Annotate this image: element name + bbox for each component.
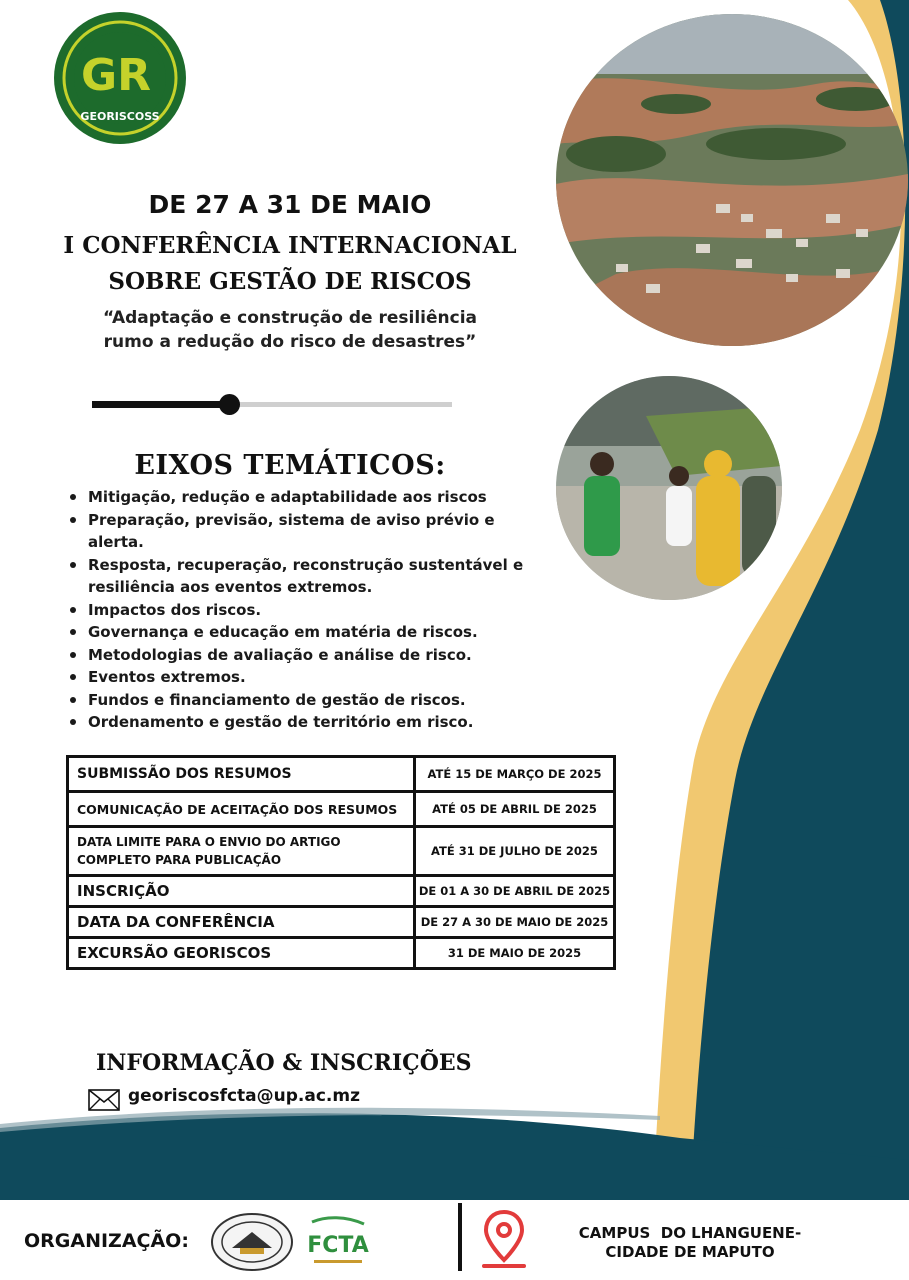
conference-title-line1: I CONFERÊNCIA INTERNACIONAL xyxy=(63,232,517,259)
eixos-title: EIXOS TEMÁTICOS: xyxy=(134,450,446,481)
eixos-list xyxy=(64,486,534,734)
eixos-item: Resposta, recuperação, reconstrução sustentável e resiliência aos eventos extremos. xyxy=(64,554,534,599)
deadline-date: DE 27 A 30 DE MAIO DE 2025 xyxy=(415,907,615,938)
logo-monogram: GR xyxy=(81,50,151,101)
eixos-item: Impactos dos riscos. xyxy=(64,599,534,622)
eixos-item: Ordenamento e gestão de território em risco. xyxy=(64,711,534,734)
eixos-item: Mitigação, redução e adaptabilidade aos riscos xyxy=(64,486,534,509)
deadline-date: DE 01 A 30 DE ABRIL DE 2025 xyxy=(415,876,615,907)
conference-subtitle-line2: rumo a redução do risco de desastres” xyxy=(103,332,477,352)
table-row xyxy=(68,792,615,827)
organization-label: ORGANIZAÇÃO: xyxy=(24,1230,189,1252)
table-row xyxy=(68,757,615,792)
deadline-date: ATÉ 31 DE JULHO DE 2025 xyxy=(415,827,615,876)
table-row xyxy=(68,876,615,907)
table-row xyxy=(68,907,615,938)
fcta-logo-icon xyxy=(306,1214,370,1272)
campus-line2: CIDADE DE MAPUTO xyxy=(605,1243,775,1261)
logo-name: GEORISCOSS xyxy=(80,110,160,123)
deadline-date: ATÉ 15 DE MARÇO DE 2025 xyxy=(415,757,615,792)
deadline-label: DATA LIMITE PARA O ENVIO DO ARTIGO COMPLETO PARA PUBLICAÇÃO xyxy=(68,827,415,876)
conference-dates: DE 27 A 31 DE MAIO xyxy=(148,190,432,219)
table-row xyxy=(68,827,615,876)
conference-subtitle-line1: “Adaptação e construção de resiliência xyxy=(102,308,478,328)
flood-aerial-photo xyxy=(556,14,908,346)
conference-title-line2: SOBRE GESTÃO DE RISCOS xyxy=(108,268,472,295)
conference-subtitle xyxy=(40,306,540,354)
deadline-label: INSCRIÇÃO xyxy=(68,876,415,907)
deadline-label: DATA DA CONFERÊNCIA xyxy=(68,907,415,938)
envelope-icon xyxy=(88,1089,120,1111)
eixos-item: Governança e educação em matéria de riscos. xyxy=(64,621,534,644)
info-title: INFORMAÇÃO & INSCRIÇÕES xyxy=(96,1050,472,1076)
eixos-item: Metodologias de avaliação e análise de risco. xyxy=(64,644,534,667)
deadline-date: ATÉ 05 DE ABRIL DE 2025 xyxy=(415,792,615,827)
fcta-logo-text: FCTA xyxy=(307,1233,369,1258)
footer-divider xyxy=(458,1203,462,1271)
progress-knob xyxy=(219,394,240,415)
deadline-label: COMUNICAÇÃO DE ACEITAÇÃO DOS RESUMOS xyxy=(68,792,415,827)
map-pin-icon xyxy=(480,1208,528,1270)
deadline-label: EXCURSÃO GEORISCOS xyxy=(68,938,415,969)
deadline-date: 31 DE MAIO DE 2025 xyxy=(415,938,615,969)
conference-title xyxy=(30,228,550,300)
eixos-item: Eventos extremos. xyxy=(64,666,534,689)
campus-location xyxy=(540,1224,840,1262)
deadline-label: SUBMISSÃO DOS RESUMOS xyxy=(68,757,415,792)
contact-email-link[interactable]: georiscosfcta@up.ac.mz xyxy=(128,1086,360,1106)
deadlines-table xyxy=(66,755,616,970)
progress-fill xyxy=(92,401,229,408)
campus-line1: CAMPUS DO LHANGUENE- xyxy=(578,1224,802,1242)
up-university-logo-icon xyxy=(210,1212,294,1272)
table-row xyxy=(68,938,615,969)
georiscoss-logo-icon xyxy=(52,10,188,146)
eixos-item: Preparação, previsão, sistema de aviso prévio e alerta. xyxy=(64,509,534,554)
eixos-item: Fundos e financiamento de gestão de riscos. xyxy=(64,689,534,712)
people-flood-photo xyxy=(556,376,782,600)
